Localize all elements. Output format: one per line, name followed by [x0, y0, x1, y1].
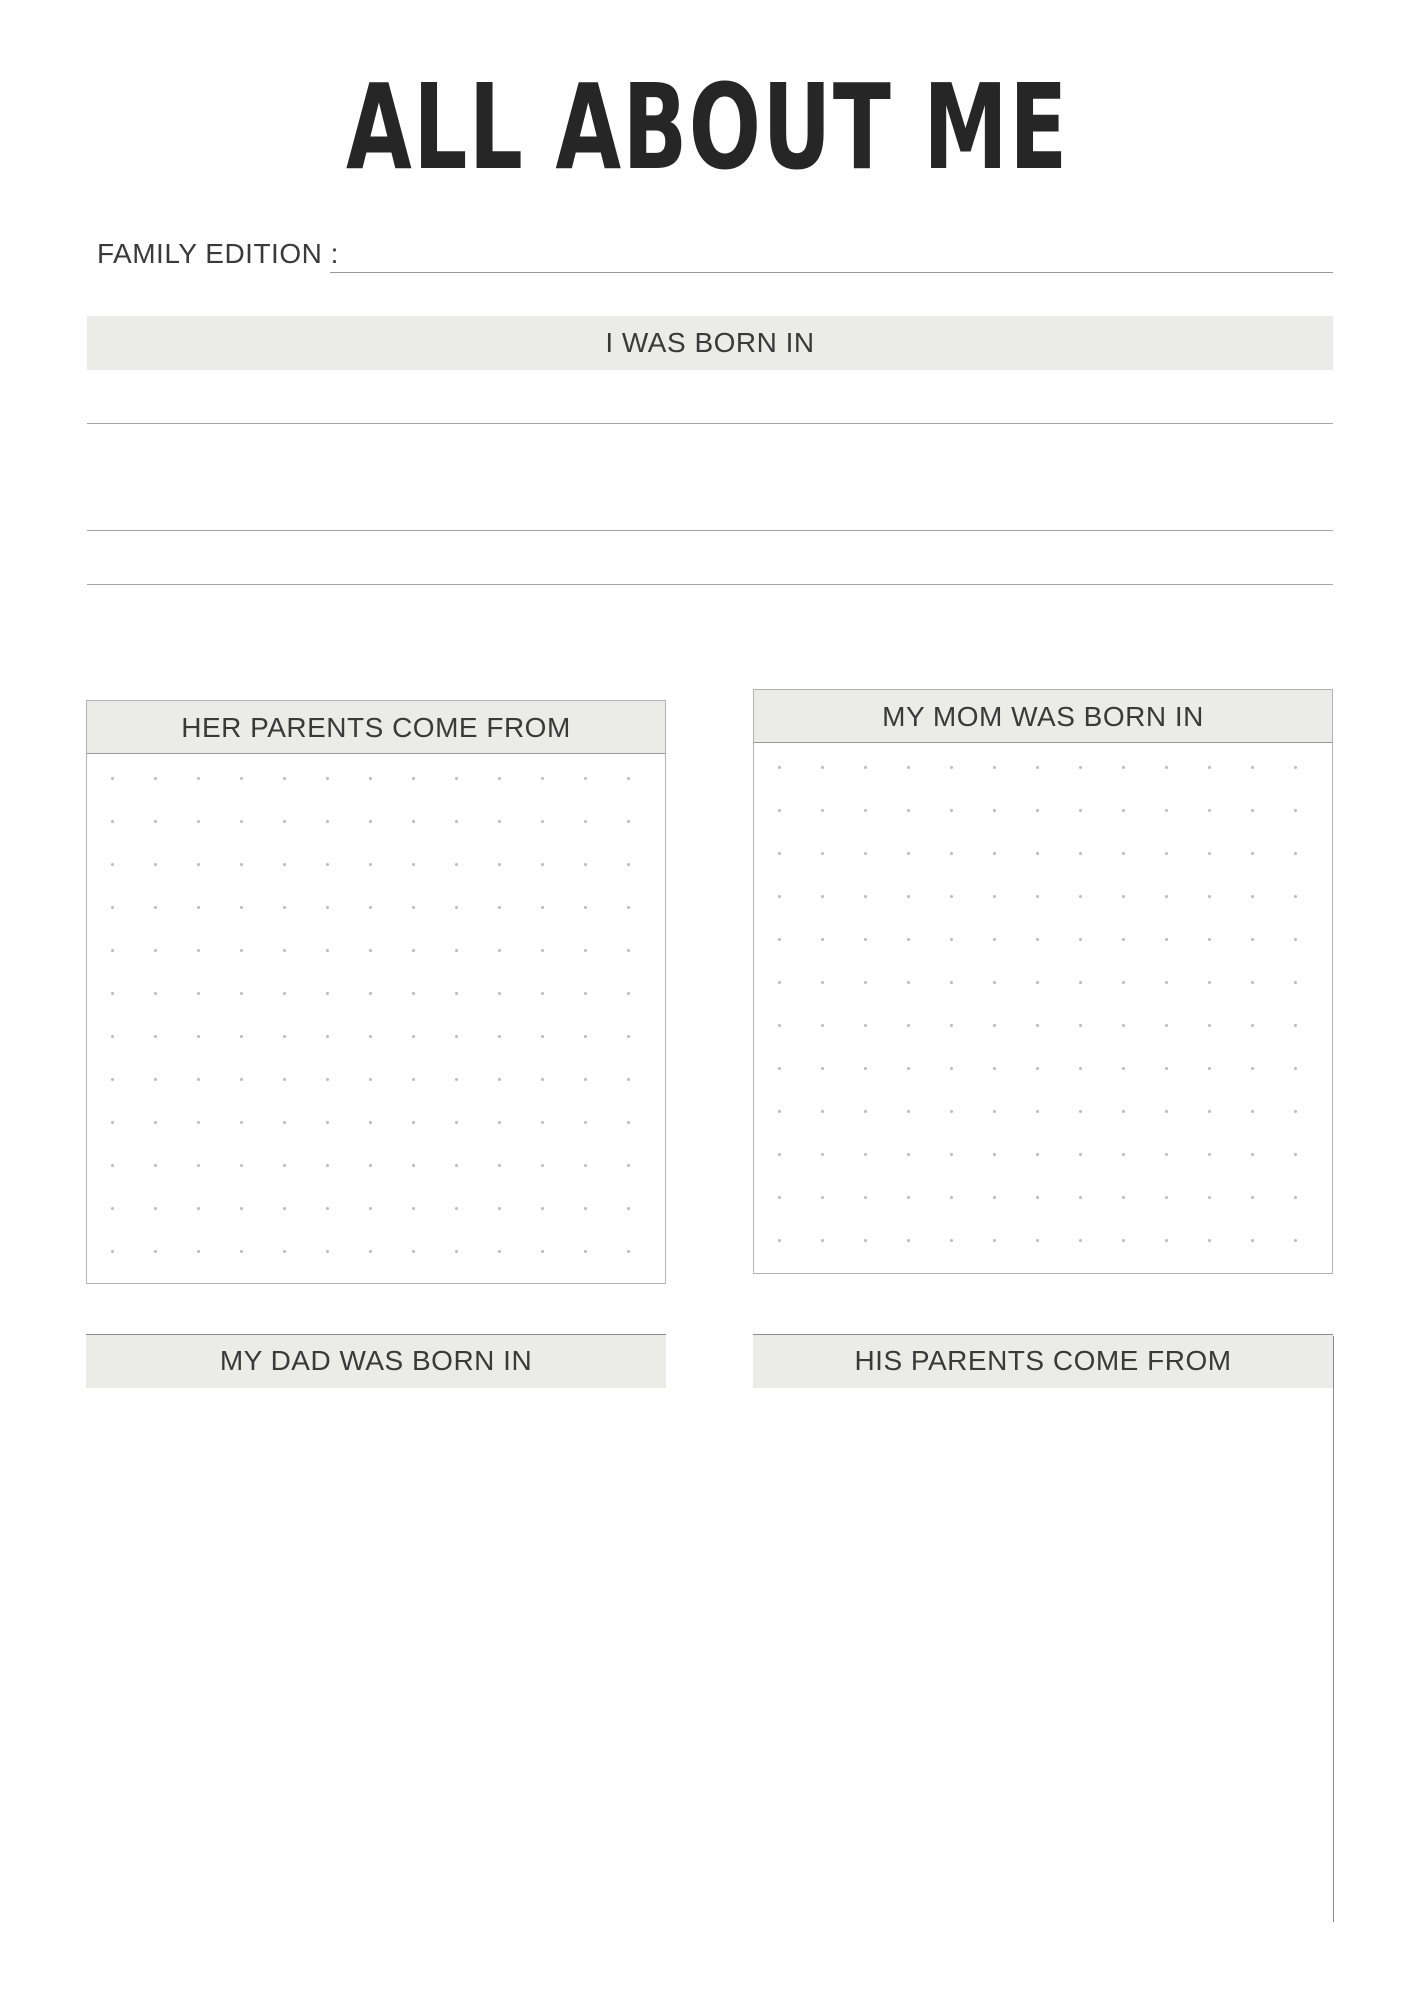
family-edition-label: FAMILY EDITION :: [97, 238, 339, 269]
her-parents-dot-grid[interactable]: [86, 753, 666, 1284]
his-parents-right-border: [1333, 1336, 1334, 1922]
dad-born-header: [86, 1334, 666, 1388]
born-in-label: I WAS BORN IN: [605, 327, 815, 358]
mom-born-header: [753, 689, 1333, 743]
born-in-line-2[interactable]: [87, 530, 1333, 531]
mom-born-dot-grid[interactable]: [753, 742, 1333, 1274]
mom-born-label: MY MOM WAS BORN IN: [882, 701, 1204, 732]
his-parents-label: HIS PARENTS COME FROM: [854, 1345, 1232, 1376]
page-title: ALL ABOUT ME: [345, 58, 1069, 196]
his-parents-header: [753, 1334, 1333, 1388]
dad-born-label: MY DAD WAS BORN IN: [219, 1345, 533, 1376]
her-parents-label: HER PARENTS COME FROM: [181, 712, 571, 743]
born-in-header: [87, 316, 1333, 370]
her-parents-header: [86, 700, 666, 754]
born-in-line-1[interactable]: [87, 423, 1333, 424]
born-in-line-3[interactable]: [87, 584, 1333, 585]
family-edition-field[interactable]: [330, 272, 1333, 273]
